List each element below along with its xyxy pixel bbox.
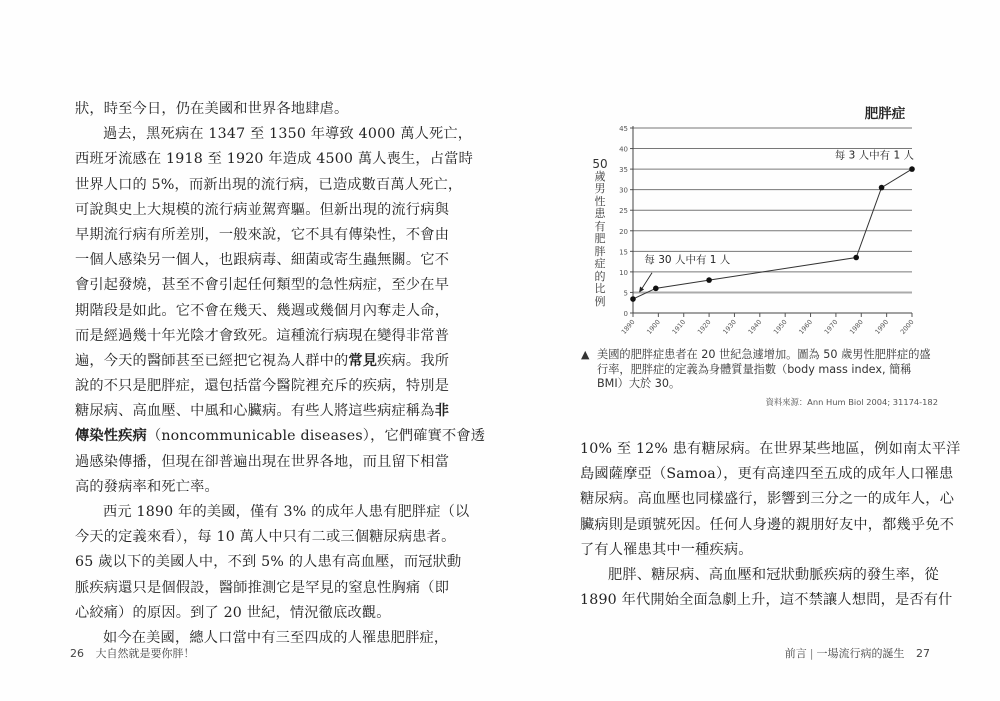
- right-footer: [785, 645, 938, 661]
- annotation-label: 每 3 人中有 1 人: [834, 149, 914, 162]
- x-tick-label: 2000: [898, 318, 916, 336]
- y-tick-label: 45: [619, 125, 628, 133]
- x-tick-label: 1890: [619, 318, 637, 336]
- right-page: [500, 0, 1000, 701]
- text-line: 過去，黑死病在 1347 至 1350 年導致 4000 萬人死亡，: [103, 126, 473, 143]
- text-line: 世界人口的 5%，而新出現的流行病，已造成數百萬人死亡，: [75, 176, 463, 193]
- data-point: [879, 185, 885, 191]
- y-tick-label: 15: [619, 248, 628, 257]
- x-tick-label: 1990: [873, 318, 891, 336]
- y-label-number: 50: [592, 157, 608, 171]
- text-line: 臟病則是頭號死因。任何人身邊的親朋好友中，都幾乎免不: [580, 516, 955, 533]
- figure-source: 資料來源：Ann Hum Biol 2004; 31174-182: [765, 397, 938, 407]
- right-page-number: 27: [916, 647, 930, 660]
- text-line: [75, 349, 450, 374]
- emphasized-term: 非: [434, 403, 450, 420]
- text-line: 可說與史上大規模的流行病並駕齊驅。但新出現的流行病與: [75, 201, 450, 218]
- text-line: 了有人罹患其中一種疾病。: [580, 541, 753, 558]
- left-page-number: 26: [70, 647, 84, 660]
- x-tick-label: 1920: [695, 318, 713, 336]
- y-tick-label: 40: [619, 145, 628, 154]
- y-tick-label: 5: [623, 289, 628, 298]
- y-label-char: 男: [594, 182, 606, 195]
- x-tick-label: 1950: [771, 318, 789, 336]
- text-line: 65 歲以下的美國人中，不到 5% 的人患有高血壓，而冠狀動: [75, 554, 462, 571]
- triangle-marker-icon: ▲: [581, 348, 590, 361]
- text-line: 高的發病率和死亡率。: [75, 478, 219, 495]
- y-tick-label: 20: [619, 227, 628, 236]
- text-line: 一個人感染另一個人，也跟病毒、細菌或寄生蟲無關。它不: [75, 252, 450, 269]
- y-label-char: 患: [594, 207, 606, 220]
- book-title: 大自然就是要你胖！: [95, 647, 195, 660]
- text-line: 島國薩摩亞（Samoa），更有高達四至五成的成年人口罹患: [580, 466, 954, 483]
- text-line: 糖尿病。高血壓也同樣盛行，影響到三分之一的成年人，心: [580, 491, 955, 508]
- y-tick-label: 10: [619, 268, 628, 277]
- text-line: 西元 1890 年的美國，僅有 3% 的成年人患有肥胖症（以: [103, 504, 470, 520]
- text-line: 過感染傳播，但現在卻普遍出現在世界各地，而且留下相當: [75, 453, 450, 470]
- text-line: 狀，時至今日，仍在美國和世界各地肆虐。: [75, 101, 349, 117]
- text-segment: 遍，今天的醫師甚至已經把它視為人群中的: [75, 352, 349, 369]
- emphasized-term: 常見: [348, 352, 378, 369]
- x-tick-label: 1960: [797, 318, 815, 336]
- x-tick-label: 1900: [645, 318, 662, 336]
- text-line: [75, 399, 450, 424]
- obesity-chart: [580, 95, 940, 340]
- y-label-char: 肥: [594, 232, 606, 245]
- series-line: [633, 169, 912, 299]
- y-tick-label: 35: [619, 166, 628, 175]
- text-line: 今天的定義來看），每 10 萬人中只有二或三個糖尿病患者。: [75, 529, 456, 546]
- chart-plot: [580, 95, 940, 340]
- annotation-label: 每 30 人中有 1 人: [644, 253, 731, 266]
- text-line: 肥胖、糖尿病、高血壓和冠狀動脈疾病的發生率，從: [608, 566, 939, 583]
- data-point: [653, 286, 659, 292]
- text-line: 如今在美國，總人口當中有三至四成的人罹患肥胖症，: [103, 629, 449, 646]
- text-line: 而是經過幾十年光陰才會致死。這種流行病現在變得非常普: [75, 327, 450, 344]
- caption-text: 美國的肥胖症患者在 20 世紀急遽增加。圖為 50 歲男性肥胖症的盛行率，肥胖症的定義為身體質量指數（body mass index, 簡稱 BMI）大於 30。: [597, 348, 931, 390]
- text-line: 心絞痛）的原因。到了 20 世紀，情況徹底改觀。: [75, 604, 391, 621]
- right-body-text: [580, 437, 961, 613]
- text-line: 西班牙流感在 1918 至 1920 年造成 4500 萬人喪生，占當時: [75, 151, 473, 168]
- text-segment: 糖尿病、高血壓、中風和心臟病。有些人將這些病症稱為: [75, 403, 435, 420]
- text-line: 脈疾病還只是個假設，醫師推測它是罕見的窒息性胸痛（即: [75, 579, 450, 596]
- x-tick-label: 1980: [848, 318, 865, 336]
- text-line: [75, 424, 486, 449]
- data-point: [706, 277, 712, 283]
- y-label-char: 有: [594, 219, 606, 233]
- figure-caption: [581, 348, 937, 392]
- y-label-char: 歲: [594, 169, 606, 183]
- left-body-text: [75, 97, 486, 651]
- text-line: 1890 年代開始全面急劇上升，這不禁讓人想問，是否有什: [580, 592, 953, 609]
- chart-title: 肥胖症: [864, 106, 906, 122]
- text-line: 10% 至 12% 患有糖尿病。在世界某些地區，例如南太平洋: [580, 441, 961, 457]
- text-line: 期階段是如此。它不會在幾天、幾週或幾個月內奪走人命，: [75, 302, 450, 319]
- x-tick-label: 1970: [822, 318, 840, 336]
- y-label-char: 性: [594, 194, 606, 208]
- y-label-char: 症: [594, 257, 606, 270]
- x-tick-label: 1910: [670, 318, 688, 336]
- text-line: 說的不只是肥胖症，還包括當今醫院裡充斥的疾病，特別是: [75, 378, 450, 395]
- emphasized-term: 傳染性疾病: [75, 428, 147, 445]
- y-tick-label: 25: [619, 207, 628, 216]
- x-tick-label: 1940: [746, 318, 764, 336]
- y-label-char: 的: [594, 269, 606, 283]
- data-point: [909, 166, 915, 172]
- x-tick-label: 1930: [721, 318, 738, 336]
- y-label-char: 胖: [594, 244, 606, 258]
- text-segment: （noncommunicable diseases），它們確實不會透: [146, 428, 486, 445]
- y-label-char: 例: [594, 294, 606, 308]
- data-point: [630, 296, 636, 302]
- y-tick-label: 0: [623, 310, 628, 318]
- data-point: [853, 255, 859, 261]
- text-line: 會引起發燒，甚至不會引起任何類型的急性病症，至少在早: [75, 277, 450, 294]
- section-label: 前言: [784, 647, 807, 660]
- left-footer: [62, 645, 195, 661]
- text-segment: 疾病。我所: [377, 352, 450, 369]
- y-label-char: 比: [594, 282, 606, 295]
- y-tick-label: 30: [619, 186, 628, 195]
- chapter-title: 一場流行病的誕生: [816, 647, 905, 660]
- footer-separator: |: [809, 647, 814, 660]
- text-line: 早期流行病有所差別，一般來說，它不具有傳染性，不會由: [75, 226, 450, 243]
